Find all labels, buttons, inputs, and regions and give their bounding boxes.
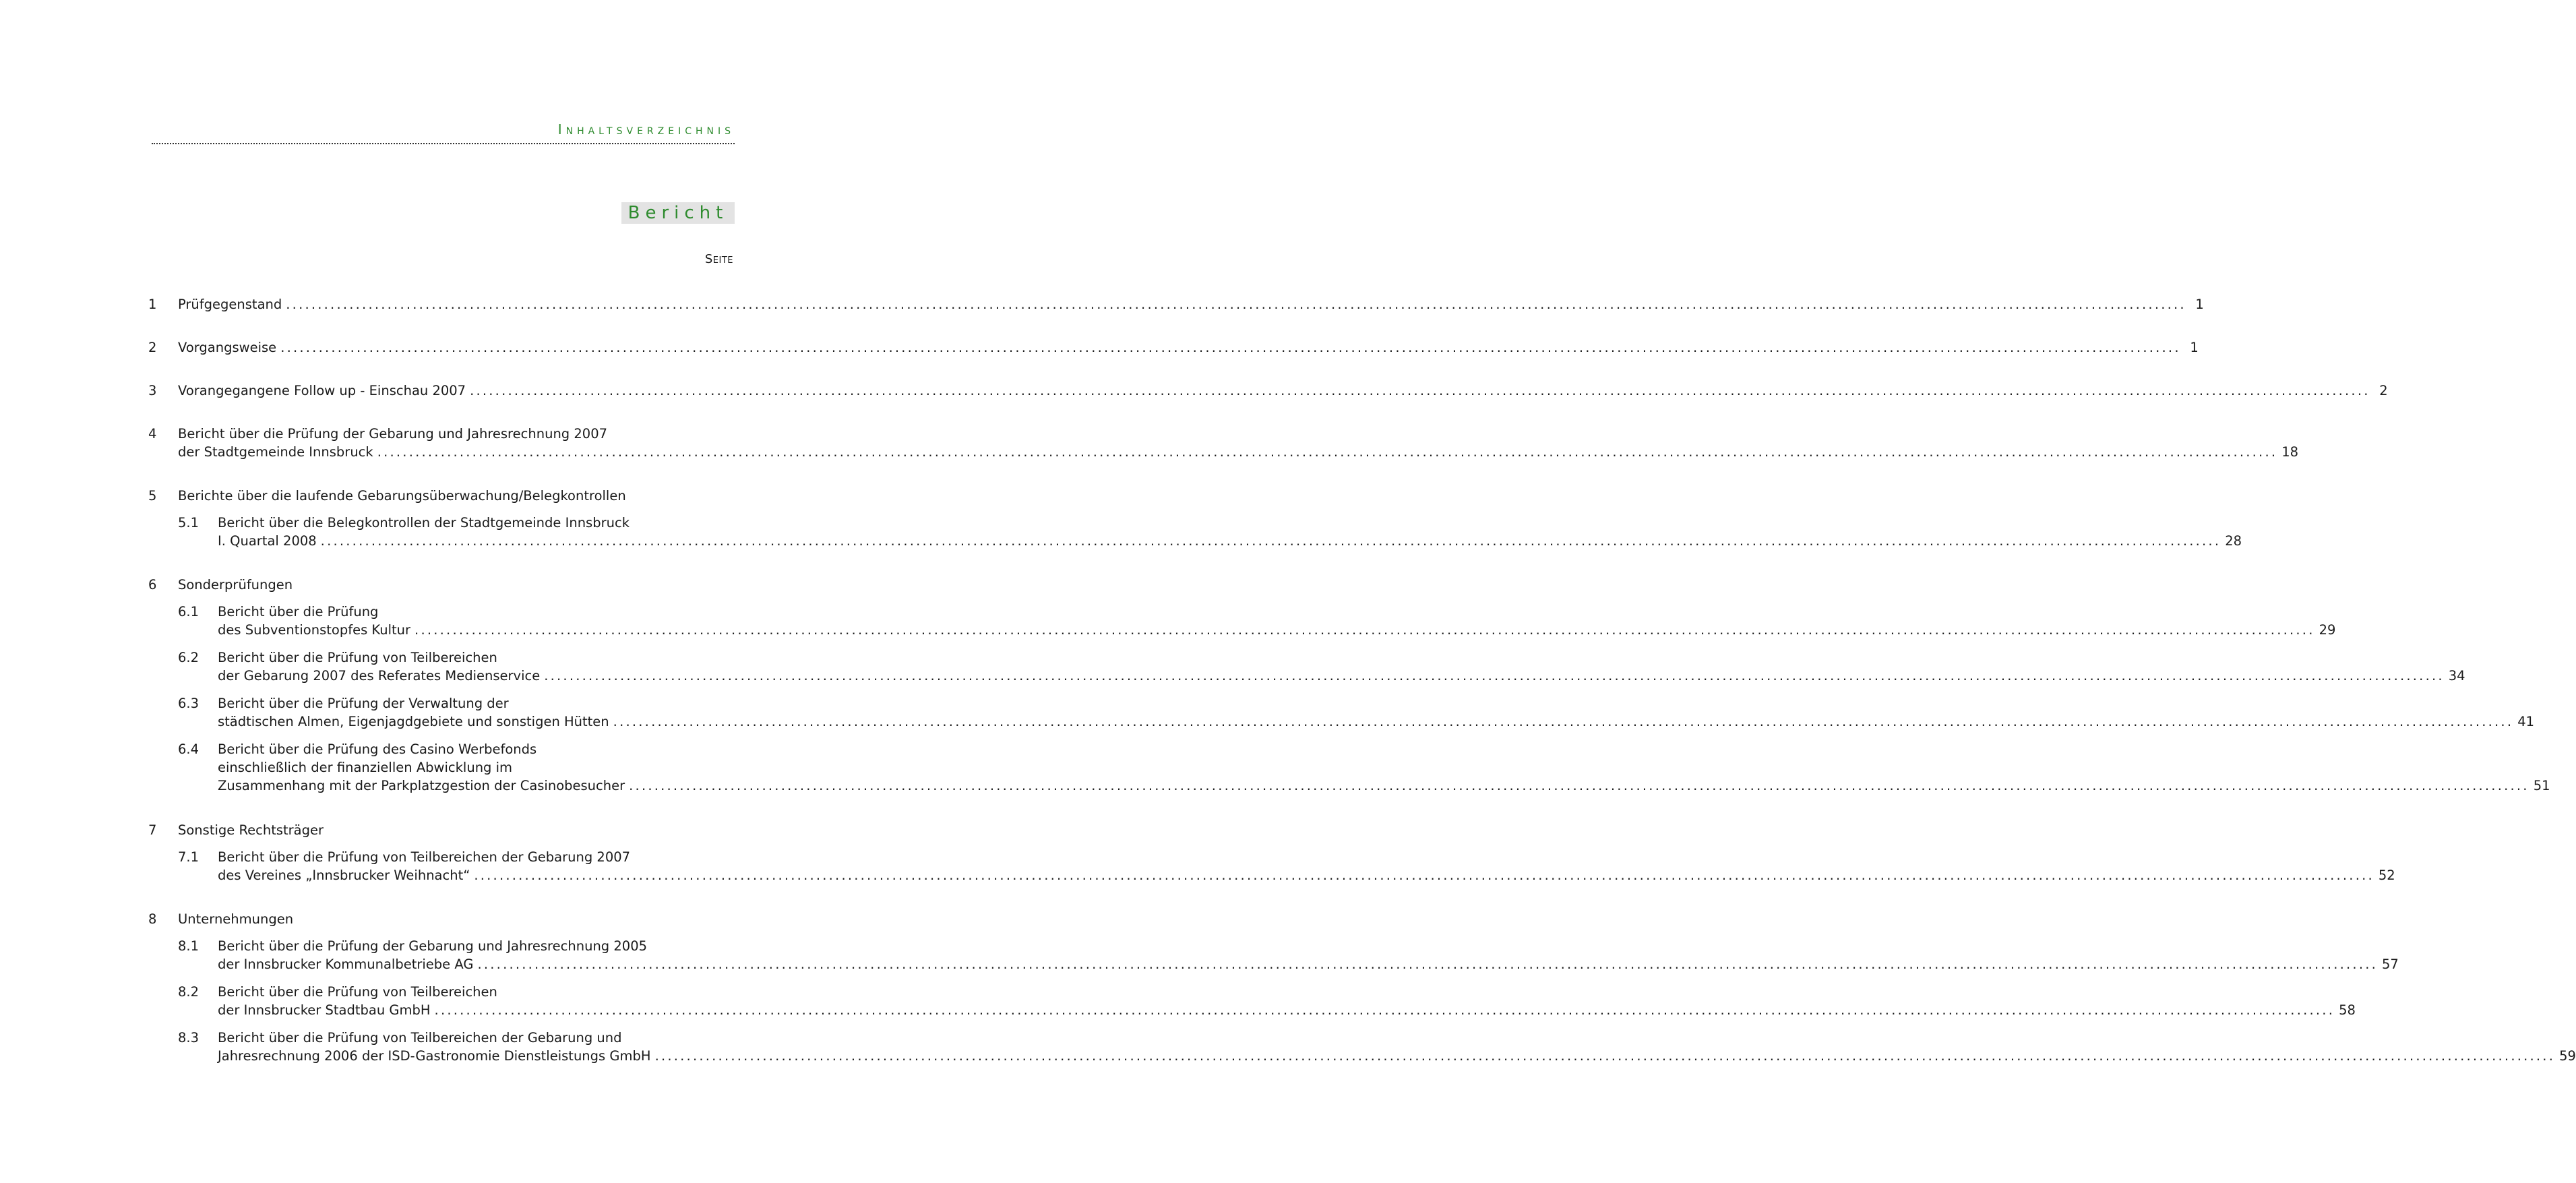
toc-title-continued: der Innsbrucker Kommunalbetriebe AG xyxy=(218,957,474,972)
toc-section-heading[interactable] xyxy=(178,487,732,505)
toc-title-continued: Zusammenhang mit der Parkplatzgestion der Casinobesucher xyxy=(218,778,625,793)
header-divider xyxy=(152,143,735,144)
toc-page-number: 1 xyxy=(2195,297,2204,312)
toc-title: Bericht über die Prüfung des Casino Werbefonds xyxy=(218,741,537,757)
toc-title-continued: einschließlich der finanziellen Abwicklung im xyxy=(218,760,513,775)
dot-leader: ............................................................................................................................................................................................................................................................................................................ xyxy=(477,957,2379,972)
toc-subnumber: 6.4 xyxy=(178,741,200,757)
toc-subnumber: 6.3 xyxy=(178,696,200,711)
toc-title-continued: des Subventionstopfes Kultur xyxy=(218,622,411,638)
toc-title: Bericht über die Prüfung von Teilbereichen der Gebarung und xyxy=(218,1030,622,1045)
toc-page-number: 1 xyxy=(2190,340,2199,355)
toc-page-number: 58 xyxy=(2339,1002,2356,1018)
toc-subnumber: 8.2 xyxy=(178,984,200,1000)
toc-section-heading[interactable] xyxy=(178,821,732,839)
dot-leader: ............................................................................................................................................................................................................................................................................................................ xyxy=(377,444,2278,460)
toc-page-number: 34 xyxy=(2448,668,2465,684)
toc-entry-line[interactable] xyxy=(218,648,732,667)
toc-title: Bericht über die Prüfung der Gebarung und Jahresrechnung 2005 xyxy=(218,938,648,954)
toc-page-number: 41 xyxy=(2517,714,2535,729)
toc-entry-line[interactable] xyxy=(218,694,732,712)
toc-entry-line[interactable] xyxy=(218,740,732,758)
toc-entry[interactable] xyxy=(218,955,2399,973)
toc-entry[interactable] xyxy=(178,443,2299,461)
toc-entry-line[interactable] xyxy=(218,758,732,777)
toc-entry-line[interactable] xyxy=(218,1029,732,1047)
dot-leader: ............................................................................................................................................................................................................................................................................................................ xyxy=(654,1048,2556,1064)
toc-page-number: 2 xyxy=(2379,383,2388,398)
toc-number: 3 xyxy=(148,383,157,398)
toc-title-continued: der Innsbrucker Stadtbau GmbH xyxy=(218,1002,431,1018)
toc-subnumber: 8.3 xyxy=(178,1030,200,1045)
toc-title: Vorgangsweise xyxy=(178,340,277,355)
toc-entry[interactable] xyxy=(218,532,2242,550)
dot-leader: ............................................................................................................................................................................................................................................................................................................ xyxy=(613,714,2514,729)
page-title: Inhaltsverzeichnis xyxy=(557,121,735,138)
toc-number: 4 xyxy=(148,426,157,442)
toc-page-number: 57 xyxy=(2382,957,2399,972)
dot-leader: ............................................................................................................................................................................................................................................................................................................ xyxy=(629,778,2529,793)
toc-subnumber: 6.2 xyxy=(178,650,200,665)
toc-number: 7 xyxy=(148,822,157,838)
toc-number: 5 xyxy=(148,488,157,504)
toc-title: Prüfgegenstand xyxy=(178,297,282,312)
toc-entry-line[interactable] xyxy=(218,983,732,1001)
toc-section-heading[interactable] xyxy=(178,576,732,594)
dot-leader: ............................................................................................................................................................................................................................................................................................................ xyxy=(544,668,2445,684)
toc-entry-line[interactable] xyxy=(218,937,732,955)
toc-entry-line[interactable] xyxy=(178,425,732,443)
toc-subnumber: 6.1 xyxy=(178,604,200,619)
toc-page-number: 59 xyxy=(2559,1048,2576,1064)
toc-title-continued: der Gebarung 2007 des Referates Medienservice xyxy=(218,668,541,684)
page-column-label: Seite xyxy=(704,252,733,266)
toc-title: Bericht über die Prüfung xyxy=(218,604,379,619)
toc-title: Bericht über die Prüfung der Verwaltung der xyxy=(218,696,509,711)
toc-title: Bericht über die Prüfung der Gebarung und Jahresrechnung 2007 xyxy=(178,426,608,442)
toc-entry[interactable] xyxy=(178,295,2204,313)
section-badge: Bericht xyxy=(621,202,735,224)
toc-section-heading[interactable] xyxy=(178,910,732,928)
toc-entry[interactable] xyxy=(218,1047,2576,1065)
toc-entry[interactable] xyxy=(218,777,2550,795)
toc-subnumber: 7.1 xyxy=(178,849,200,865)
toc-number: 8 xyxy=(148,911,157,927)
toc-subnumber: 8.1 xyxy=(178,938,200,954)
toc-entry[interactable] xyxy=(178,382,2388,400)
toc-title-continued: I. Quartal 2008 xyxy=(218,533,317,549)
toc-entry[interactable] xyxy=(218,621,2336,639)
dot-leader: ............................................................................................................................................................................................................................................................................................................ xyxy=(470,383,2370,398)
toc-page-number: 52 xyxy=(2378,868,2395,883)
toc-entry-line[interactable] xyxy=(218,514,732,532)
dot-leader: ............................................................................................................................................................................................................................................................................................................ xyxy=(280,340,2181,355)
toc-page-number: 51 xyxy=(2533,778,2550,793)
toc-subnumber: 5.1 xyxy=(178,515,200,530)
dot-leader: ............................................................................................................................................................................................................................................................................................................ xyxy=(286,297,2186,312)
toc-title-continued: der Stadtgemeinde Innsbruck xyxy=(178,444,373,460)
toc-title-continued: städtischen Almen, Eigenjagdgebiete und sonstigen Hütten xyxy=(218,714,609,729)
toc-title: Berichte über die laufende Gebarungsüberwachung/Belegkontrollen xyxy=(178,488,626,504)
dot-leader: ............................................................................................................................................................................................................................................................................................................ xyxy=(320,533,2221,549)
toc-title: Sonderprüfungen xyxy=(178,577,293,593)
toc-number: 1 xyxy=(148,297,157,312)
toc-page-number: 28 xyxy=(2225,533,2242,549)
toc-title-continued: Jahresrechnung 2006 der ISD-Gastronomie Dienstleistungs GmbH xyxy=(218,1048,651,1064)
toc-number: 2 xyxy=(148,340,157,355)
toc-entry-line[interactable] xyxy=(218,848,732,866)
toc-entry[interactable] xyxy=(218,866,2395,884)
toc-number: 6 xyxy=(148,577,157,593)
toc-title-continued: des Vereines „Innsbrucker Weihnacht“ xyxy=(218,868,470,883)
dot-leader: ............................................................................................................................................................................................................................................................................................................ xyxy=(415,622,2315,638)
toc-entry[interactable] xyxy=(218,667,2465,685)
dot-leader: ............................................................................................................................................................................................................................................................................................................ xyxy=(434,1002,2335,1018)
toc-title: Unternehmungen xyxy=(178,911,294,927)
toc-entry[interactable] xyxy=(178,338,2199,357)
toc-page-number: 29 xyxy=(2319,622,2336,638)
toc-page-number: 18 xyxy=(2281,444,2299,460)
toc-title: Vorangegangene Follow up - Einschau 2007 xyxy=(178,383,466,398)
toc-title: Bericht über die Belegkontrollen der Stadtgemeinde Innsbruck xyxy=(218,515,630,530)
toc-entry[interactable] xyxy=(218,1001,2356,1019)
toc-title: Sonstige Rechtsträger xyxy=(178,822,324,838)
toc-entry-line[interactable] xyxy=(218,603,732,621)
dot-leader: ............................................................................................................................................................................................................................................................................................................ xyxy=(474,868,2374,883)
toc-title: Bericht über die Prüfung von Teilbereichen der Gebarung 2007 xyxy=(218,849,631,865)
toc-title: Bericht über die Prüfung von Teilbereichen xyxy=(218,984,497,1000)
toc-entry[interactable] xyxy=(218,712,2535,731)
toc-title: Bericht über die Prüfung von Teilbereichen xyxy=(218,650,497,665)
